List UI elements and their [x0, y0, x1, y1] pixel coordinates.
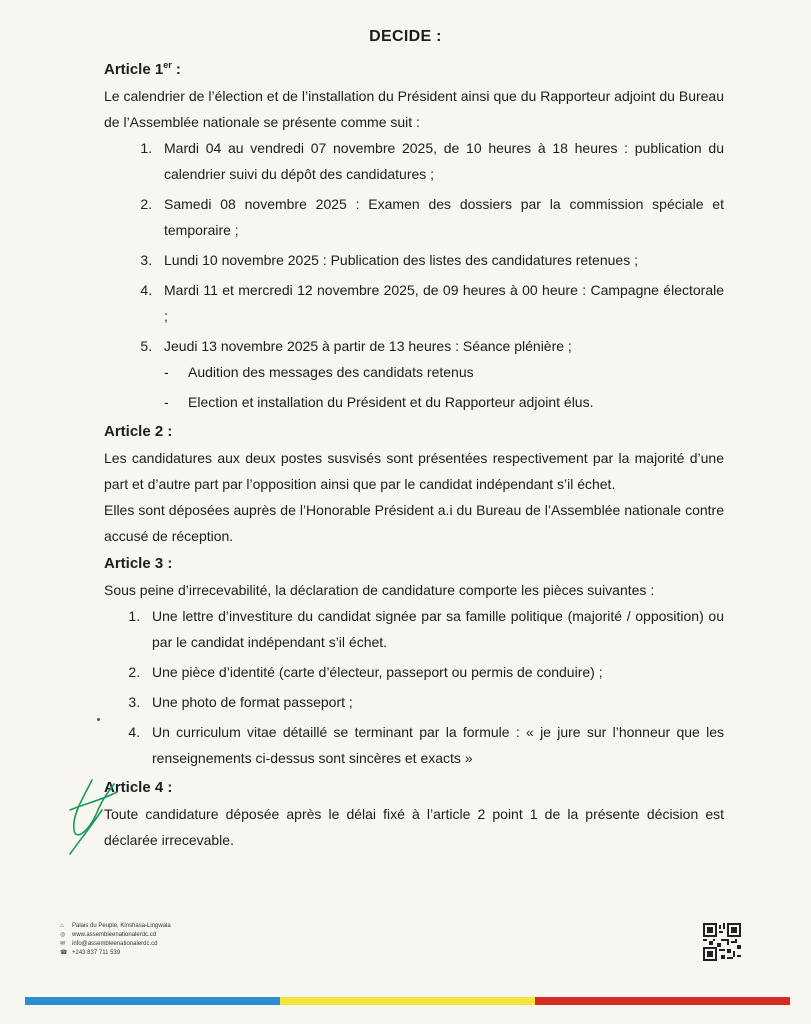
- list-item: 1. Mardi 04 au vendredi 07 novembre 2025, de 10 heures à 18 heures : publication du calendrier suivi du dépôt des candidatures ;: [156, 135, 724, 187]
- list-item: 5. Jeudi 13 novembre 2025 à partir de 13 heures : Séance plénière ; - Audition des messages des candidats retenus - Election et installation du Président et du Rapporteur adjoint élus.: [156, 333, 724, 415]
- list-item: 1. Une lettre d’investiture du candidat signée par sa famille politique (majorité / opposition) ou par le candidat indépendant s’il échet.: [144, 603, 724, 655]
- sub-list-item: - Election et installation du Président et du Rapporteur adjoint élus.: [180, 389, 724, 415]
- article-1-title: Article 1er :: [104, 60, 181, 78]
- list-item: 2. Samedi 08 novembre 2025 : Examen des dossiers par la commission spéciale et temporaire ;: [156, 191, 724, 243]
- article-3-intro: Sous peine d’irrecevabilité, la déclaration de candidature comporte les pièces suivantes :: [104, 582, 655, 598]
- article-2-title: Article 2 :: [104, 423, 173, 440]
- home-icon: ⌂: [60, 923, 64, 929]
- footer-website-row: ◎ www.assembleenationalerdc.cd: [60, 932, 157, 938]
- list-item: 3. Lundi 10 novembre 2025 : Publication des listes des candidatures retenues ;: [156, 247, 724, 273]
- list-item: 4. Mardi 11 et mercredi 12 novembre 2025, de 09 heures à 00 heure : Campagne électorale ;: [156, 277, 724, 329]
- article-1-sublist: [164, 359, 724, 415]
- globe-icon: ◎: [60, 932, 66, 938]
- flag-bar-red: [535, 997, 790, 1005]
- flag-bar-blue: [25, 997, 280, 1005]
- article-4-title: Article 4 :: [104, 779, 173, 796]
- list-item: 3. Une photo de format passeport ;: [144, 689, 724, 715]
- sub-list-item: - Audition des messages des candidats retenus: [180, 359, 724, 385]
- article-3-title: Article 3 :: [104, 555, 173, 572]
- list-item: 2. Une pièce d’identité (carte d’électeur, passeport ou permis de conduire) ;: [144, 659, 724, 685]
- article-1-intro: Le calendrier de l’élection et de l’installation du Président ainsi que du Rapporteur adjoint du Bureau de l’Assemblée nationale se présente comme suit :: [104, 88, 724, 130]
- footer-phone-row: ☎ +243 837 711 539: [60, 950, 121, 956]
- article-2-para-2: Elles sont déposées auprès de l’Honorable Président a.i du Bureau de l’Assemblée nationale contre accusé de réception.: [104, 502, 724, 544]
- list-item: 4. Un curriculum vitae détaillé se terminant par la formule : « je jure sur l’honneur que les renseignements ci-dessus sont sincères et exacts »: [144, 719, 724, 771]
- article-1-list: [104, 135, 724, 415]
- mail-icon: ✉: [60, 941, 66, 947]
- flag-bar-yellow: [280, 997, 535, 1005]
- qr-code: [703, 923, 741, 961]
- footer-address-row: ⌂ Palais du Peuple, Kinshasa-Lingwala: [60, 923, 171, 929]
- article-3-list: [104, 603, 724, 771]
- document-body: [104, 50, 724, 853]
- footer-email-row: ✉ info@assembleenationalerdc.cd: [60, 941, 158, 947]
- article-2-para-1: Les candidatures aux deux postes susvisés sont présentées respectivement par la majorité d’une part et d’autre part par l’opposition ainsi que par le candidat indépendant s’il échet.: [104, 450, 724, 492]
- decide-heading: DECIDE :: [369, 28, 442, 45]
- footer-contact: [60, 922, 171, 958]
- signature-mark: [62, 770, 122, 860]
- article-4-para: Toute candidature déposée après le délai fixé à l’article 2 point 1 de la présente décision est déclarée irrecevable.: [104, 806, 724, 848]
- margin-mark: [97, 718, 100, 721]
- phone-icon: ☎: [60, 950, 68, 956]
